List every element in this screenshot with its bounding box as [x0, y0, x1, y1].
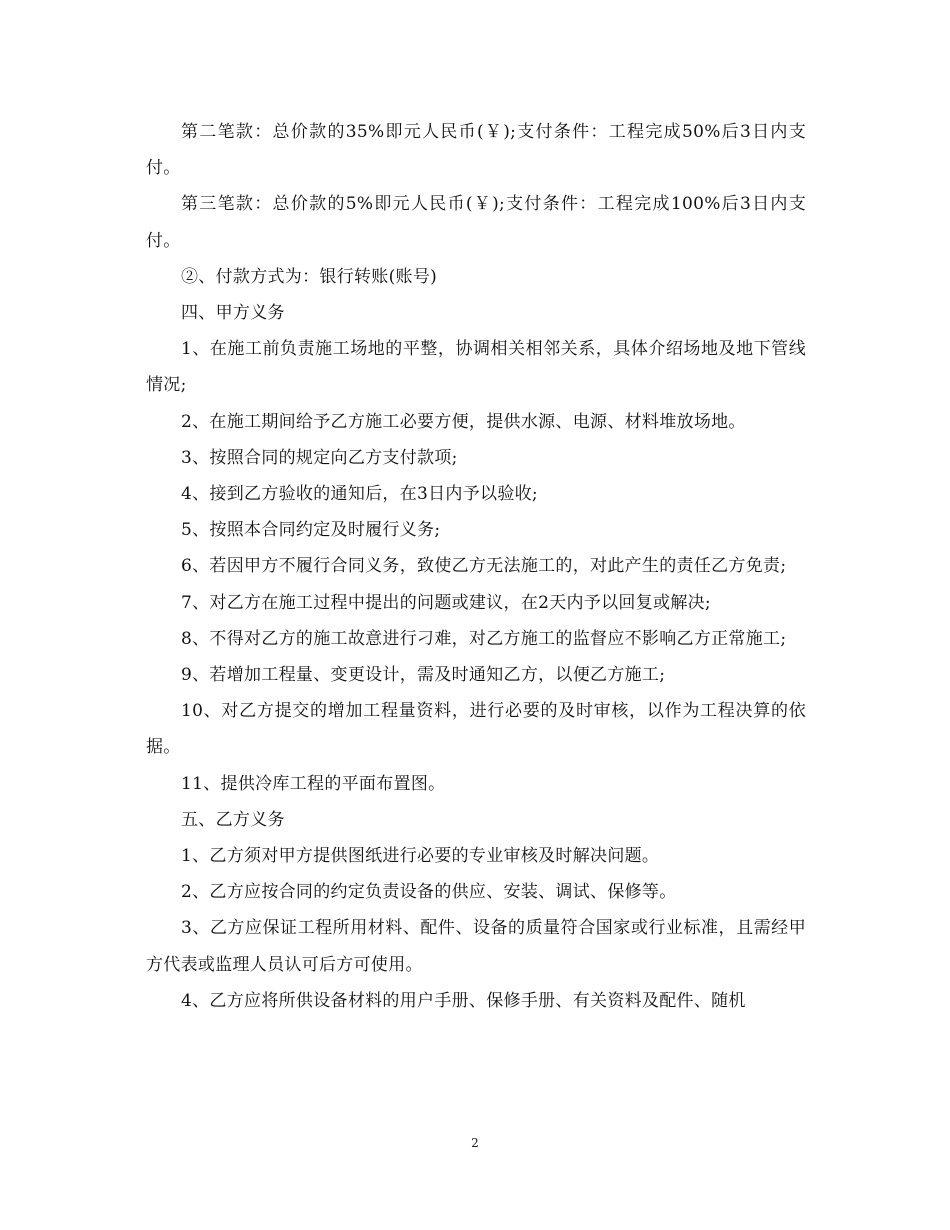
paragraph: 3、按照合同的规定向乙方支付款项; — [181, 447, 458, 468]
document-body — [146, 114, 806, 1019]
paragraph: 8、不得对乙方的施工故意进行刁难，对乙方施工的监督应不影响乙方正常施工; — [181, 628, 787, 649]
paragraph: 11、提供冷库工程的平面布置图。 — [181, 773, 446, 794]
paragraph: 10、对乙方提交的增加工程量资料，进行必要的及时审核，以作为工程决算的依据。 — [146, 701, 806, 758]
section-heading: 四、甲方义务 — [181, 303, 285, 324]
paragraph: 7、对乙方在施工过程中提出的问题或建议，在2天内予以回复或解决; — [181, 592, 711, 613]
paragraph: 2、乙方应按合同的约定负责设备的供应、安装、调试、保修等。 — [181, 882, 677, 903]
paragraph: 第三笔款：总价款的5%即元人民币(￥);支付条件：工程完成100%后3日内支付。 — [146, 194, 806, 251]
section-heading: 五、乙方义务 — [181, 809, 285, 830]
paragraph: 4、乙方应将所供设备材料的用户手册、保修手册、有关资料及配件、随机 — [181, 990, 746, 1011]
paragraph: 9、若增加工程量、变更设计，需及时通知乙方，以便乙方施工; — [181, 665, 666, 686]
paragraph: 5、按照本合同约定及时履行义务; — [181, 520, 441, 541]
paragraph: 1、乙方须对甲方提供图纸进行必要的专业审核及时解决问题。 — [181, 846, 660, 867]
paragraph: 第二笔款：总价款的35%即元人民币(￥);支付条件：工程完成50%后3日内支付。 — [146, 122, 806, 179]
page-number: 2 — [471, 1136, 479, 1150]
paragraph: 6、若因甲方不履行合同义务，致使乙方无法施工的，对此产生的责任乙方免责; — [181, 556, 787, 577]
paragraph: 4、接到乙方验收的通知后，在3日内予以验收; — [181, 484, 538, 505]
paragraph: ②、付款方式为：银行转账(账号) — [181, 266, 438, 287]
paragraph: 2、在施工期间给予乙方施工必要方便，提供水源、电源、材料堆放场地。 — [181, 411, 746, 432]
paragraph: 3、乙方应保证工程所用材料、配件、设备的质量符合国家或行业标准，且需经甲方代表或监理人员认可后方可使用。 — [146, 918, 806, 975]
paragraph: 1、在施工前负责施工场地的平整，协调相关相邻关系，具体介绍场地及地下管线情况; — [146, 339, 806, 396]
